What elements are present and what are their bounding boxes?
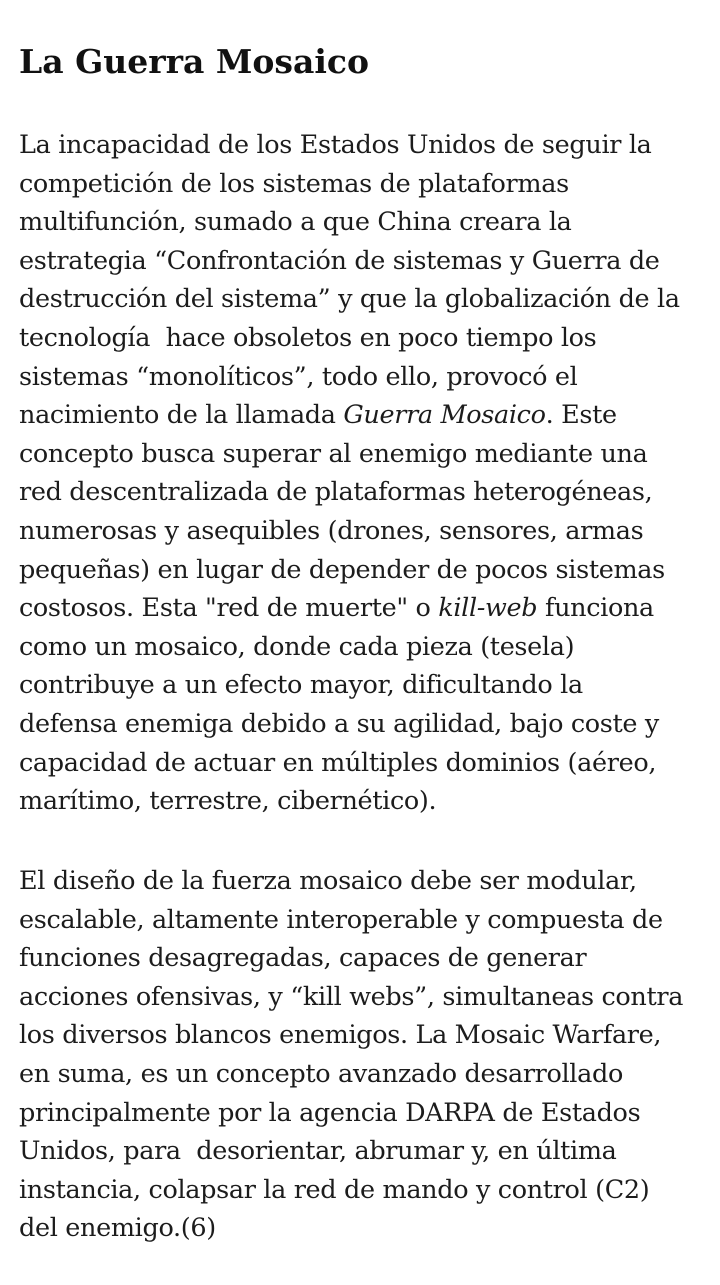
line-text: destrucción del sistema” y que la globalización de la xyxy=(19,284,680,315)
paragraph-line xyxy=(19,1132,683,1171)
paragraph-line xyxy=(19,242,680,281)
paragraph-line xyxy=(19,473,680,512)
line-text: como un mosaico, donde cada pieza (tesela) xyxy=(19,631,575,662)
line-text: El diseño de la fuerza mosaico debe ser modular, xyxy=(19,866,637,896)
paragraph-line xyxy=(19,435,680,474)
paragraph-line xyxy=(19,666,680,705)
line-text: tecnología hace obsoletos en poco tiempo los xyxy=(19,322,597,353)
paragraph-line xyxy=(19,862,683,901)
paragraph-line xyxy=(19,512,680,551)
paragraph-line xyxy=(19,782,680,821)
italic-term: Guerra Mosaico xyxy=(343,400,546,431)
paragraph-line xyxy=(19,165,680,204)
paragraph-line xyxy=(19,744,680,783)
line-text: escalable, altamente interoperable y compuesta de xyxy=(19,904,663,935)
line-text: sistemas “monolíticos”, todo ello, provocó el xyxy=(19,361,578,392)
line-text: capacidad de actuar en múltiples dominios (aéreo, xyxy=(19,747,657,778)
line-text: marítimo, terrestre, cibernético). xyxy=(19,786,437,817)
paragraph-line xyxy=(19,628,680,667)
paragraph-line xyxy=(19,358,680,397)
paragraph-line xyxy=(19,1171,683,1210)
line-text: acciones ofensivas, y “kill webs”, simultaneas contra xyxy=(19,981,684,1012)
paragraph-line xyxy=(19,319,680,358)
paragraph-line xyxy=(19,1016,683,1055)
line-text: estrategia “Confrontación de sistemas y Guerra de xyxy=(19,245,660,276)
line-text: competición de los sistemas de plataformas xyxy=(19,168,569,199)
line-text: funciones desagregadas, capaces de generar xyxy=(19,943,587,974)
paragraph-line xyxy=(19,901,683,940)
line-text: los diversos blancos enemigos. La Mosaic Warfare, xyxy=(19,1020,662,1051)
line-text: multifunción, sumado a que China creara la xyxy=(19,207,572,238)
italic-term: kill-web xyxy=(438,593,538,624)
paragraph-line xyxy=(19,939,683,978)
line-text: red descentralizada de plataformas heterogéneas, xyxy=(19,477,653,508)
line-text: numerosas y asequibles (drones, sensores, armas xyxy=(19,515,644,546)
paragraph-line xyxy=(19,396,680,435)
paragraph-line xyxy=(19,589,680,628)
line-text: funciona xyxy=(537,593,654,624)
paragraph-line xyxy=(19,1094,683,1133)
paragraph-line xyxy=(19,978,683,1017)
line-text: en suma, es un concepto avanzado desarrollado xyxy=(19,1058,623,1089)
line-text: contribuye a un efecto mayor, dificultando la xyxy=(19,670,583,701)
paragraph-line xyxy=(19,203,680,242)
paragraph-line xyxy=(19,551,680,590)
line-text: . Este xyxy=(545,400,617,431)
paragraph-line xyxy=(19,1209,683,1248)
paragraph-line xyxy=(19,280,680,319)
line-text: del enemigo.(6) xyxy=(19,1213,216,1244)
article-title: La Guerra Mosaico xyxy=(19,42,370,81)
paragraph-1 xyxy=(19,126,680,821)
line-text: costosos. Esta "red de muerte" o xyxy=(19,593,439,624)
paragraph-line xyxy=(19,705,680,744)
paragraph-line xyxy=(19,1055,683,1094)
line-text: Unidos, para desorientar, abrumar y, en última xyxy=(19,1136,617,1167)
line-text: nacimiento de la llamada xyxy=(19,400,344,431)
paragraph-2 xyxy=(19,862,683,1248)
line-text: concepto busca superar al enemigo mediante una xyxy=(19,438,648,469)
line-text: La incapacidad de los Estados Unidos de seguir la xyxy=(19,130,652,160)
line-text: pequeñas) en lugar de depender de pocos sistemas xyxy=(19,554,665,585)
line-text: defensa enemiga debido a su agilidad, bajo coste y xyxy=(19,708,659,739)
line-text: instancia, colapsar la red de mando y control (C2) xyxy=(19,1174,650,1205)
line-text: principalmente por la agencia DARPA de Estados xyxy=(19,1097,641,1128)
paragraph-line xyxy=(19,126,680,165)
